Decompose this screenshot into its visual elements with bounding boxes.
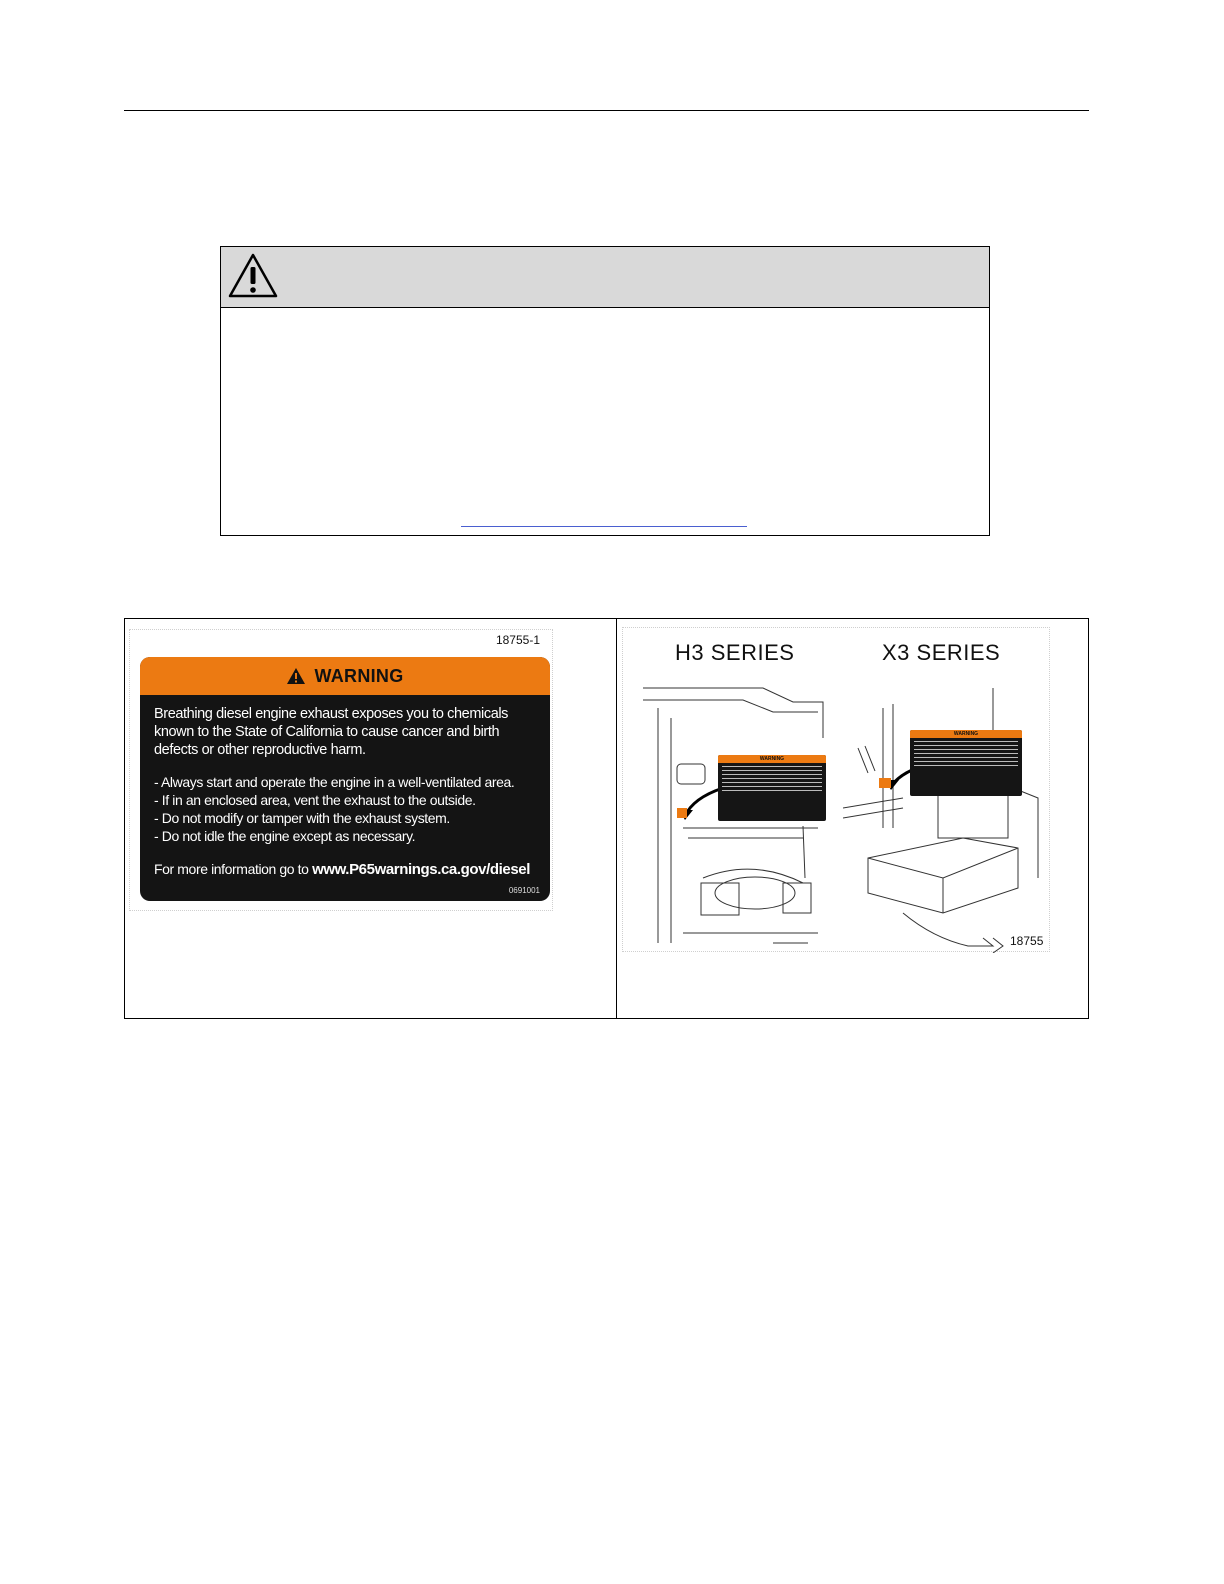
h3-mini-decal <box>718 755 826 821</box>
mini-decal-line <box>914 765 1018 766</box>
warning-decal <box>140 657 550 901</box>
location-figure <box>622 627 1050 952</box>
mini-decal-line <box>722 778 822 779</box>
alert-triangle-icon <box>227 252 279 300</box>
figure-divider <box>616 619 617 1018</box>
mini-decal-line <box>914 753 1018 754</box>
mini-decal-line <box>722 790 822 791</box>
decal-more-prefix: For more information go to <box>154 861 313 877</box>
series-label-x3: X3 SERIES <box>882 640 1001 665</box>
header-rule <box>124 110 1089 111</box>
mini-decal-line <box>914 749 1018 750</box>
decal-list <box>154 773 536 845</box>
decal-body <box>140 695 550 878</box>
decal-figure <box>129 629 553 911</box>
warning-callout-body <box>221 308 989 536</box>
warning-callout-header <box>221 247 989 308</box>
mini-decal-line <box>722 770 822 771</box>
x3-cab-illustration <box>843 678 1048 953</box>
mini-decal-line <box>914 745 1018 746</box>
decal-item: - Do not idle the engine except as necessary. <box>154 827 536 845</box>
mini-decal-line <box>914 761 1018 762</box>
decal-title: WARNING <box>314 665 404 686</box>
figure-id: 18755 <box>1010 934 1044 948</box>
x3-mini-decal <box>910 730 1022 796</box>
mini-decal-title: WARNING <box>718 755 826 763</box>
decal-more-url: www.P65warnings.ca.gov/diesel <box>312 861 530 878</box>
decal-item: - Do not modify or tamper with the exhaust system. <box>154 809 536 827</box>
decal-item: - Always start and operate the engine in a well-ventilated area. <box>154 773 536 791</box>
decal-item: - If in an enclosed area, vent the exhaust to the outside. <box>154 791 536 809</box>
decal-code: 0691001 <box>508 886 540 895</box>
decal-lead: Breathing diesel engine exhaust exposes you to chemicals known to the State of California to cause cancer and birth defects or other reproductive harm. <box>154 706 509 758</box>
decal-header <box>140 657 550 695</box>
mini-decal-title: WARNING <box>910 730 1022 738</box>
mini-decal-line <box>722 774 822 775</box>
warning-triangle-icon <box>286 667 306 685</box>
figure-id: 18755-1 <box>495 633 540 647</box>
mini-decal-line <box>722 786 822 787</box>
series-label-h3: H3 SERIES <box>675 640 795 665</box>
mini-decal-line <box>722 766 822 767</box>
figure-table <box>124 618 1089 1019</box>
mini-decal-line <box>914 741 1018 742</box>
decal-more-info <box>154 861 536 878</box>
mini-decal-line <box>722 782 822 783</box>
warning-link-underline[interactable] <box>461 526 747 527</box>
warning-callout <box>220 246 990 536</box>
mini-decal-line <box>914 757 1018 758</box>
